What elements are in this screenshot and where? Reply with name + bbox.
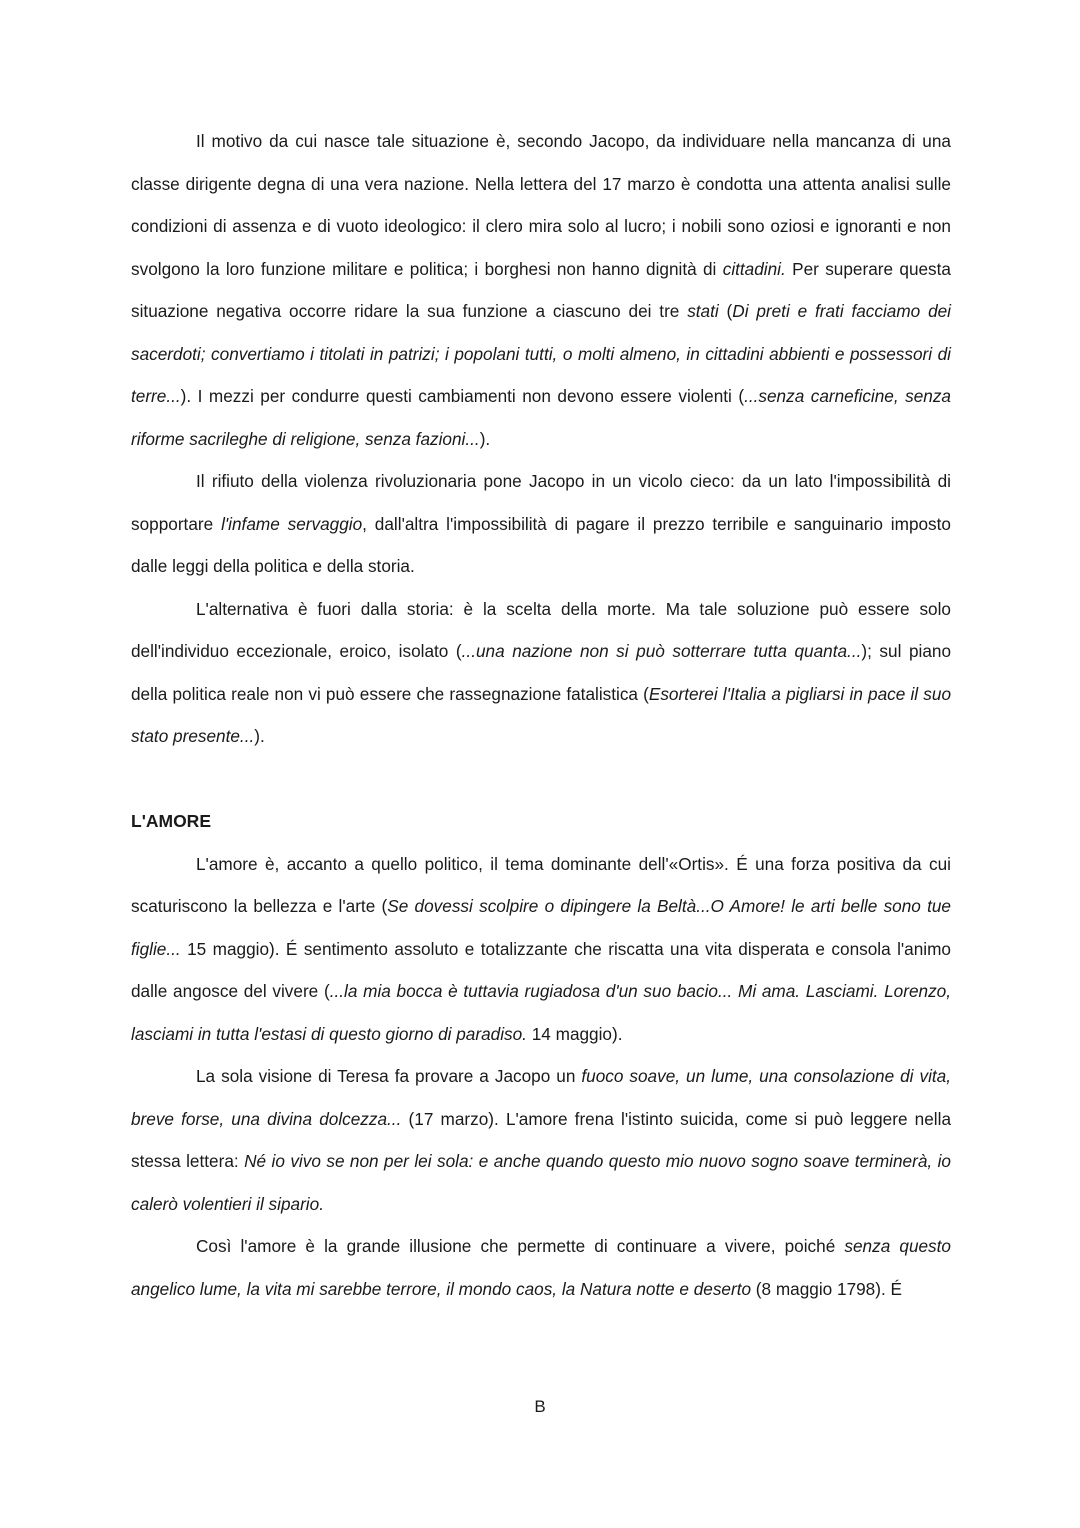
text-run: ); sul piano della politica reale non vi può essere che rassegnazione fatalistica ( [131,641,952,704]
text-run: L'amore è, accanto a quello politico, il tema dominante dell'«Ortis». É una forza positiva da cui scaturiscono la bellezza e l'arte ( [131,853,951,916]
text-run: , dall'altra l'impossibilità di pagare il prezzo terribile e sanguinario imposto dalle leggi della politica e della storia. [131,513,951,576]
italic-quote: ...la mia bocca è tuttavia rugiadosa d'un suo bacio... Mi ama. Lasciami. Lorenzo, lasciami in tutta l'estasi di questo giorno di paradiso. [131,981,951,1044]
paragraph [131,120,951,460]
italic-quote: Esorterei l'Italia a pigliarsi in pace il suo stato presente... [131,683,952,746]
text-run: ). [254,726,265,746]
italic-quote: fuoco soave, un lume, una consolazione di vita, breve forse, una divina dolcezza... [131,1066,952,1129]
italic-quote: ...senza carneficine, senza riforme sacrileghe di religione, senza fazioni... [131,386,951,449]
text-run: L'alternativa è fuori dalla storia: è la scelta della morte. Ma tale soluzione può essere solo dell'individuo eccezionale, eroico, isolato ( [131,598,951,661]
paragraph [131,1225,951,1310]
text-run: Il rifiuto della violenza rivoluzionaria pone Jacopo in un vicolo cieco: da un lato l'impossibilità di sopportare [131,471,951,534]
document-body [131,120,951,1310]
text-run: (17 marzo). L'amore frena l'istinto suicida, come si può leggere nella stessa lettera: [131,1108,951,1171]
italic-quote: stati [687,301,719,321]
text-run: 14 maggio). [526,1023,623,1044]
section-heading: L'AMORE [131,811,211,831]
paragraph [131,843,951,1056]
text-run: (8 maggio 1798). É [751,1278,902,1299]
text-run: 15 maggio). É sentimento assoluto e totalizzante che riscatta una vita disperata e consola l'animo dalle angosce del vivere ( [131,938,951,1001]
text-run: ( [718,301,733,321]
text-run: Il motivo da cui nasce tale situazione è, secondo Jacopo, da individuare nella mancanza di una classe dirigente degna di una vera nazione. Nella lettera del 17 marzo è condotta una attenta analisi sulle condizioni di assenza e di vuoto ideologico: il clero mira solo al lucro; i nobili sono oziosi e ignoranti e non svolgono la loro funzione militare e politica; i borghesi non hanno dignità di [131,131,951,279]
italic-quote: ...una nazione non si può sotterrare tutta quanta... [461,641,862,661]
paragraph [131,588,951,758]
section-love [131,843,951,1311]
page-number: B [534,1397,546,1416]
italic-quote: Di preti e frati facciamo dei sacerdoti; convertiamo i titolati in patrizi; i popolani tutti, o molti almeno, in cittadini abbienti e possessori di terre... [131,301,952,406]
text-run: Così l'amore è la grande illusione che permette di continuare a vivere, poiché [196,1236,845,1256]
text-run: Per superare questa situazione negativa occorre ridare la sua funzione a ciascuno dei tre [131,258,951,321]
text-run: ). [479,428,491,449]
section-spacer [131,758,951,801]
italic-quote: l'infame servaggio [221,513,363,534]
italic-quote: Se dovessi scolpire o dipingere la Beltà...O Amore! le arti belle sono tue figlie... [131,896,951,959]
paragraph [131,1055,951,1225]
italic-quote: Né io vivo se non per lei sola: e anche quando questo mio nuovo sogno soave terminerà, io calerò volentieri il sipario. [131,1151,951,1214]
paragraph [131,460,951,588]
italic-quote: cittadini. [722,258,786,279]
section-politics [131,120,951,758]
text-run: ). I mezzi per condurre questi cambiamenti non devono essere violenti ( [180,386,745,406]
italic-quote: senza questo angelico lume, la vita mi sarebbe terrore, il mondo caos, la Natura notte e deserto [131,1236,951,1299]
text-run: La sola visione di Teresa fa provare a Jacopo un [196,1066,582,1086]
